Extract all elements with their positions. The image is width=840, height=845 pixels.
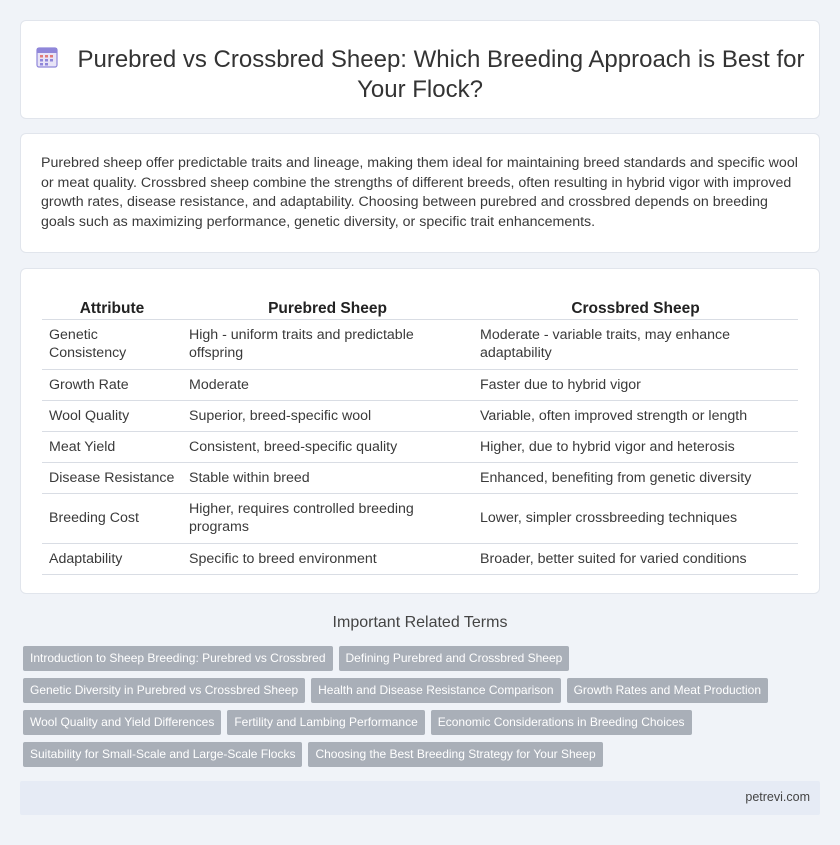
page-title-wrap bbox=[21, 45, 819, 105]
crossbred-cell: Moderate - variable traits, may enhance adaptability bbox=[473, 319, 798, 369]
table-row bbox=[42, 369, 798, 400]
purebred-cell: Superior, breed-specific wool bbox=[182, 400, 473, 431]
table-row bbox=[42, 543, 798, 574]
header-purebred: Purebred Sheep bbox=[182, 297, 473, 319]
footer bbox=[20, 781, 820, 815]
related-term-tag[interactable]: Defining Purebred and Crossbred Sheep bbox=[339, 646, 570, 671]
crossbred-cell: Enhanced, benefiting from genetic diversity bbox=[473, 462, 798, 493]
footer-site[interactable]: petrevi.com bbox=[745, 790, 810, 804]
attribute-cell: Adaptability bbox=[42, 543, 182, 574]
intro-card bbox=[20, 133, 820, 253]
attribute-cell: Breeding Cost bbox=[42, 493, 182, 543]
related-term-tag[interactable]: Suitability for Small-Scale and Large-Scale Flocks bbox=[23, 742, 302, 767]
crossbred-cell: Variable, often improved strength or length bbox=[473, 400, 798, 431]
related-term-tag[interactable]: Fertility and Lambing Performance bbox=[227, 710, 424, 735]
attribute-cell: Meat Yield bbox=[42, 431, 182, 462]
calendar-icon bbox=[35, 45, 59, 69]
purebred-cell: High - uniform traits and predictable offspring bbox=[182, 319, 473, 369]
related-terms-list bbox=[23, 646, 813, 774]
comparison-table bbox=[42, 297, 798, 575]
purebred-cell: Moderate bbox=[182, 369, 473, 400]
comparison-card bbox=[20, 268, 820, 594]
tag-row bbox=[23, 646, 813, 678]
attribute-cell: Wool Quality bbox=[42, 400, 182, 431]
crossbred-cell: Faster due to hybrid vigor bbox=[473, 369, 798, 400]
header-attribute: Attribute bbox=[42, 297, 182, 319]
intro-text: Purebred sheep offer predictable traits and lineage, making them ideal for maintaining breed standards and specific wool or meat quality. Crossbred sheep combine the strengths of different breeds, often resulting in hybrid vigor with improved growth rates, disease resistance, and adaptability. Choosing between purebred and crossbred depends on breeding goals such as maximizing performance, genetic diversity, or specific trait enhancements. bbox=[41, 155, 798, 230]
related-term-tag[interactable]: Genetic Diversity in Purebred vs Crossbred Sheep bbox=[23, 678, 305, 703]
related-term-tag[interactable]: Economic Considerations in Breeding Choices bbox=[431, 710, 692, 735]
crossbred-cell: Broader, better suited for varied conditions bbox=[473, 543, 798, 574]
related-term-tag[interactable]: Growth Rates and Meat Production bbox=[567, 678, 768, 703]
purebred-cell: Higher, requires controlled breeding programs bbox=[182, 493, 473, 543]
tag-row bbox=[23, 710, 813, 742]
attribute-cell: Growth Rate bbox=[42, 369, 182, 400]
attribute-cell: Genetic Consistency bbox=[42, 319, 182, 369]
table-row bbox=[42, 400, 798, 431]
table-row bbox=[42, 431, 798, 462]
header-card bbox=[20, 20, 820, 119]
purebred-cell: Stable within breed bbox=[182, 462, 473, 493]
page-title: Purebred vs Crossbred Sheep: Which Breeding Approach is Best for Your Flock? bbox=[77, 46, 805, 103]
tag-row bbox=[23, 678, 813, 710]
table-row bbox=[42, 319, 798, 369]
table-row bbox=[42, 493, 798, 543]
table-header-row bbox=[42, 297, 798, 319]
table-row bbox=[42, 462, 798, 493]
tag-row bbox=[23, 742, 813, 774]
purebred-cell: Consistent, breed-specific quality bbox=[182, 431, 473, 462]
related-terms-title: Important Related Terms bbox=[332, 614, 508, 631]
attribute-cell: Disease Resistance bbox=[42, 462, 182, 493]
header-crossbred: Crossbred Sheep bbox=[473, 297, 798, 319]
purebred-cell: Specific to breed environment bbox=[182, 543, 473, 574]
crossbred-cell: Higher, due to hybrid vigor and heterosis bbox=[473, 431, 798, 462]
related-term-tag[interactable]: Choosing the Best Breeding Strategy for Your Sheep bbox=[308, 742, 602, 767]
related-term-tag[interactable]: Health and Disease Resistance Comparison bbox=[311, 678, 560, 703]
related-term-tag[interactable]: Introduction to Sheep Breeding: Purebred vs Crossbred bbox=[23, 646, 333, 671]
crossbred-cell: Lower, simpler crossbreeding techniques bbox=[473, 493, 798, 543]
related-term-tag[interactable]: Wool Quality and Yield Differences bbox=[23, 710, 221, 735]
